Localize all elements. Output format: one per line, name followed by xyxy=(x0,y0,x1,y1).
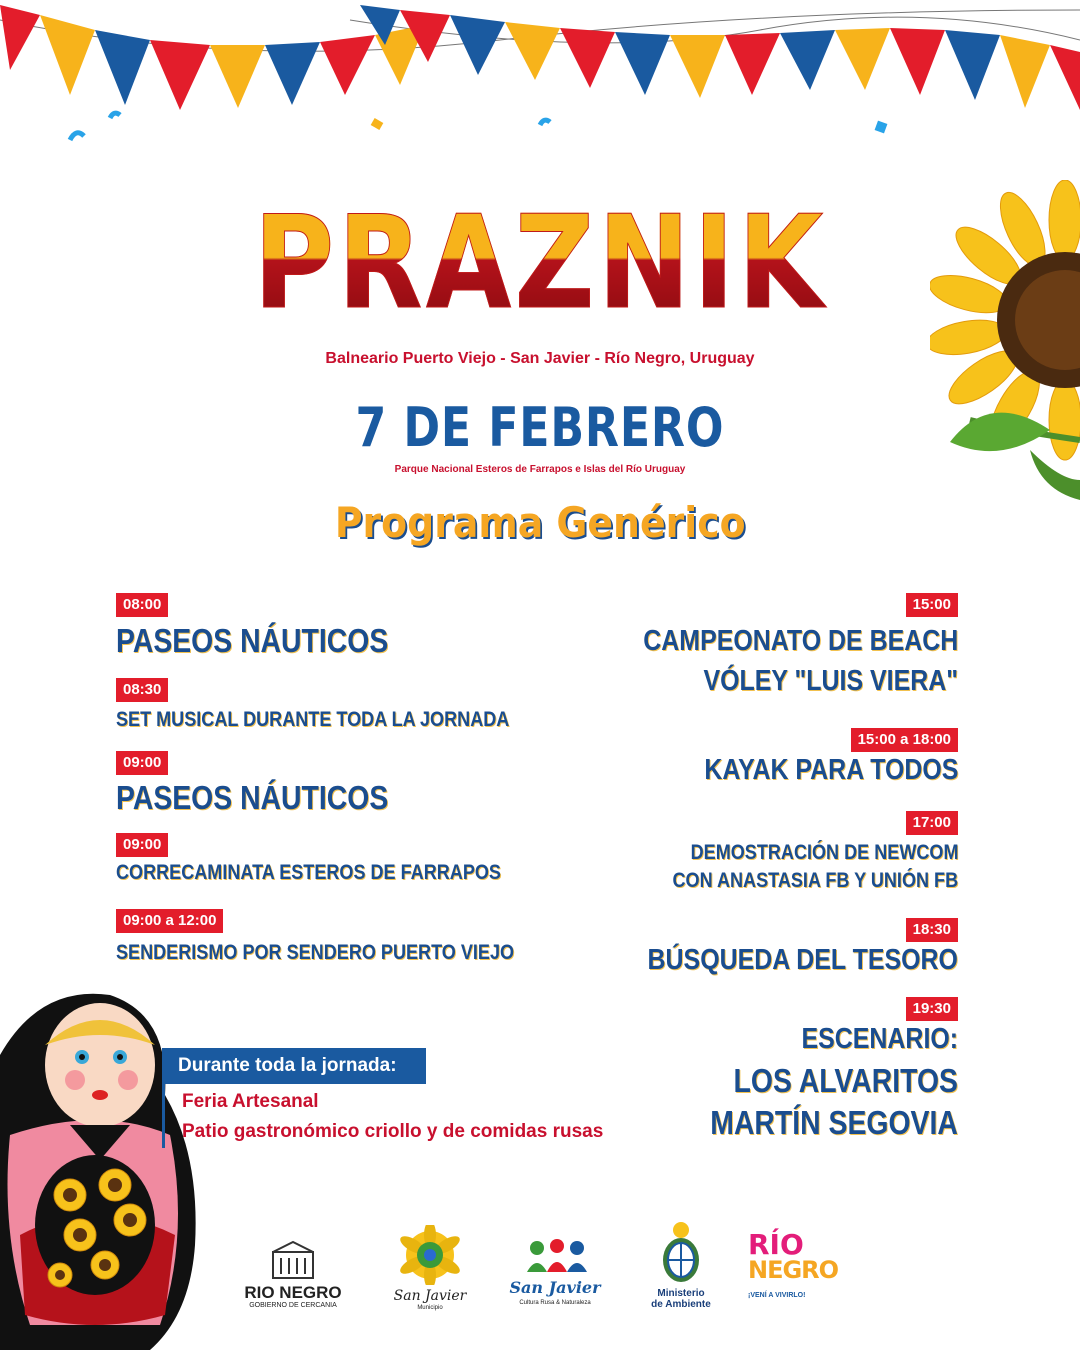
event-name: PASEOS NÁUTICOS xyxy=(116,622,389,659)
event-name: CON ANASTASIA FB Y UNIÓN FB xyxy=(672,869,958,892)
event-name: KAYAK PARA TODOS xyxy=(703,754,958,786)
park-name: Parque Nacional Esteros de Farrapos e Islas del Río Uruguay xyxy=(394,464,686,475)
rio-negro-brand-tagline: ¡VENÍ A VIVIRLO! xyxy=(748,1292,806,1299)
program-title: Programa Genérico xyxy=(334,498,746,547)
title-text: PRAZNIK xyxy=(253,189,827,338)
event-name: BÚSQUEDA DEL TESORO xyxy=(647,944,958,976)
event-name: SENDERISMO POR SENDERO PUERTO VIEJO xyxy=(116,941,515,964)
event-name: MARTÍN SEGOVIA xyxy=(710,1104,958,1141)
rio-negro-logo-tagline: GOBIERNO DE CERCANIA xyxy=(249,1302,337,1309)
time-badge: 08:30 xyxy=(116,678,168,702)
time-badge: 09:00 xyxy=(116,751,168,775)
event-name: CAMPEONATO DE BEACH xyxy=(642,625,958,657)
event-name: LOS ALVARITOS xyxy=(733,1062,958,1099)
event-name: VÓLEY "LUIS VIERA" xyxy=(703,665,958,697)
ministerio-line1: Ministerio xyxy=(657,1288,705,1299)
all-day-item: Feria Artesanal xyxy=(182,1091,319,1112)
bunting-decoration xyxy=(0,0,1080,160)
event-name: ESCENARIO: xyxy=(801,1023,958,1055)
ministerio-coat-of-arms-icon xyxy=(656,1220,706,1286)
time-badge: 08:00 xyxy=(116,593,168,617)
rio-negro-brand-line1: RÍO xyxy=(748,1228,804,1261)
event-title xyxy=(0,189,1080,338)
time-badge: 09:00 a 12:00 xyxy=(116,909,223,933)
time-badge: 17:00 xyxy=(906,811,958,835)
event-name: CORRECAMINATA ESTEROS DE FARRAPOS xyxy=(116,861,501,884)
event-date: 7 DE FEBRERO xyxy=(355,396,725,459)
time-badge: 19:30 xyxy=(906,997,958,1021)
time-badge: 15:00 a 18:00 xyxy=(851,728,958,752)
time-badge: 09:00 xyxy=(116,833,168,857)
time-badge: 15:00 xyxy=(906,593,958,617)
matryoshka-doll-illustration xyxy=(0,985,200,1350)
san-javier-cultura-tagline: Cultura Rusa & Naturaleza xyxy=(519,1300,591,1306)
event-name: PASEOS NÁUTICOS xyxy=(116,779,389,816)
rio-negro-logo-name: RIO NEGRO xyxy=(244,1283,342,1302)
all-day-item: Patio gastronómico criollo y de comidas rusas xyxy=(182,1121,604,1142)
san-javier-municipio-tagline: Municipio xyxy=(417,1305,443,1311)
all-day-heading: Durante toda la jornada: xyxy=(162,1048,426,1084)
ministerio-line2: de Ambiente xyxy=(651,1299,711,1310)
event-location: Balneario Puerto Viejo - San Javier - Río Negro, Uruguay xyxy=(325,350,755,367)
time-badge: 18:30 xyxy=(906,918,958,942)
event-name: DEMOSTRACIÓN DE NEWCOM xyxy=(690,841,958,864)
san-javier-cultura-name: San Javier xyxy=(509,1278,601,1297)
san-javier-municipio-icon xyxy=(395,1225,465,1285)
rio-negro-brand-line2: NEGRO xyxy=(748,1256,839,1284)
san-javier-cultura-icon xyxy=(525,1236,589,1274)
san-javier-municipio-name: San Javier xyxy=(393,1288,467,1304)
rio-negro-building-icon xyxy=(270,1240,316,1280)
event-name: SET MUSICAL DURANTE TODA LA JORNADA xyxy=(116,708,510,731)
